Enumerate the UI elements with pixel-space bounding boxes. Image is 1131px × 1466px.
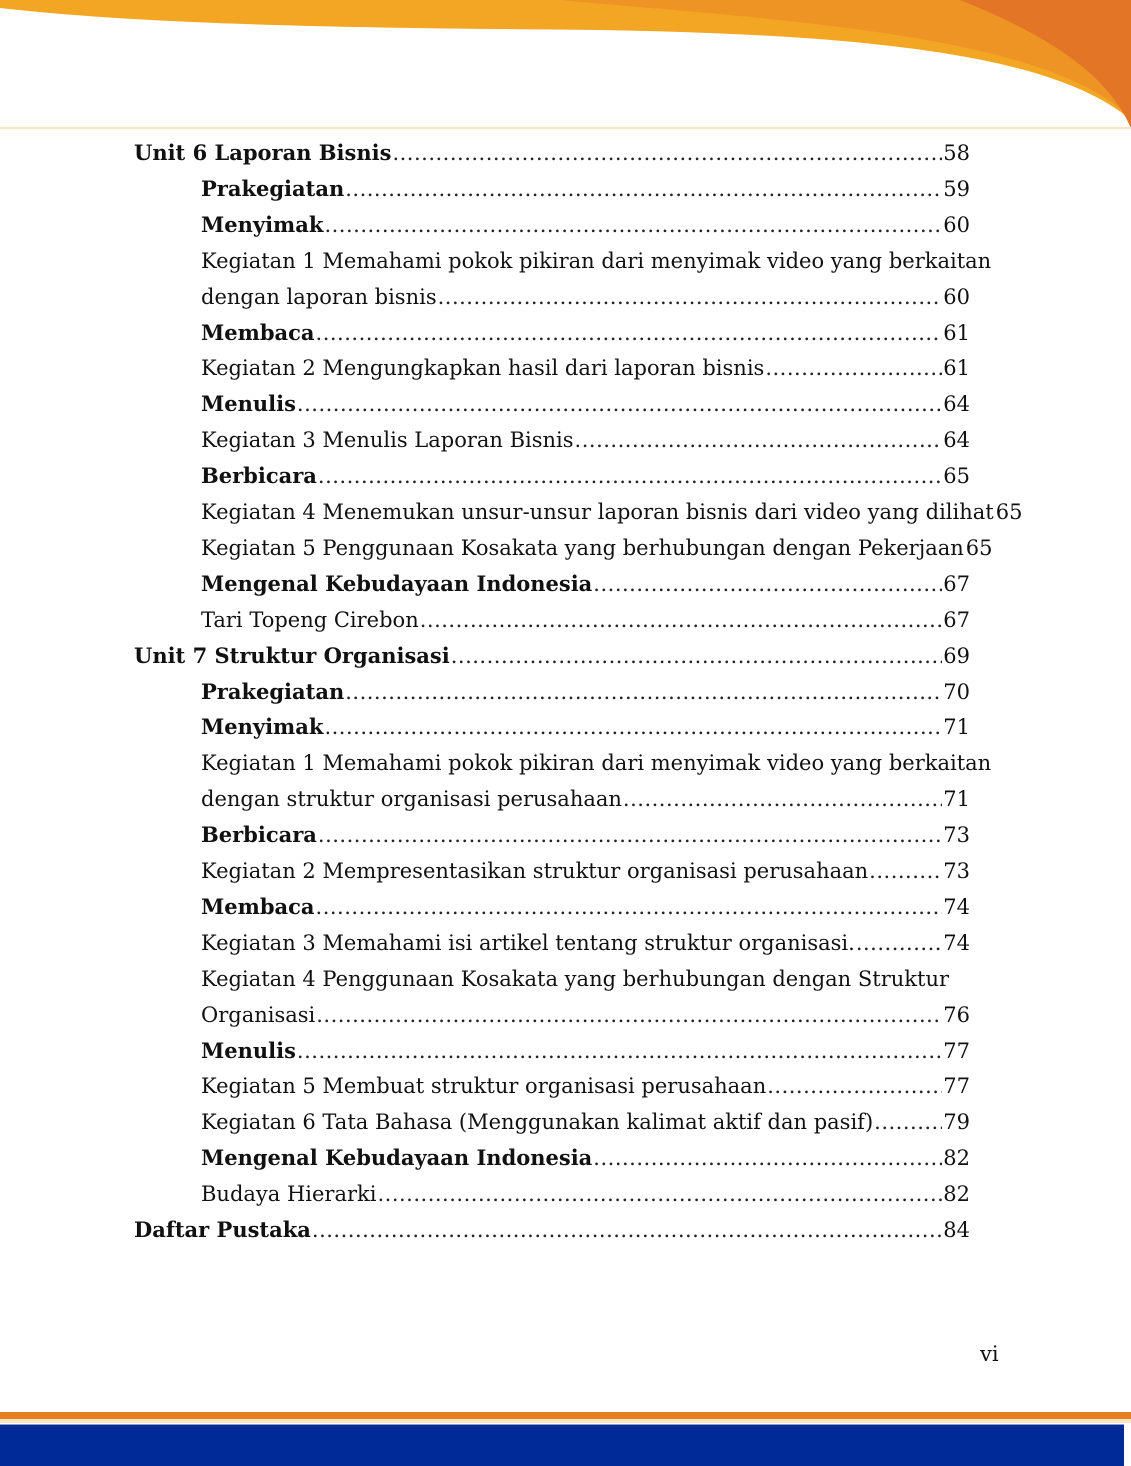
toc-leader-dots [593, 571, 942, 597]
toc-entry-page: 77 [943, 1074, 970, 1099]
toc-entry-label: Unit 7 Struktur Organisasi [134, 642, 450, 668]
toc-entry[interactable] [201, 1099, 970, 1135]
toc-entry[interactable] [201, 274, 970, 310]
toc-entry[interactable] [201, 238, 992, 274]
toc-entry[interactable] [201, 812, 970, 848]
toc-leader-dots [297, 391, 942, 417]
toc-entry-label: Menulis [201, 391, 296, 417]
footer-blue-bar [0, 1424, 1124, 1466]
footer-orange-bar [0, 1412, 1131, 1419]
toc-leader-dots [438, 284, 943, 310]
toc-entry[interactable] [201, 1063, 970, 1099]
header-wave-decoration [0, 0, 1131, 140]
toc-entry[interactable] [201, 1135, 970, 1171]
toc-entry[interactable] [201, 1171, 970, 1207]
toc-entry-label: Kegiatan 3 Memahami isi artikel tentang struktur organisasi. [201, 930, 855, 955]
toc-entry-page: 71 [943, 715, 970, 740]
toc-entry-page: 79 [943, 1110, 970, 1135]
toc-entry-label: Mengenal Kebudayaan Indonesia [201, 570, 593, 596]
toc-leader-dots [767, 1073, 942, 1099]
toc-entry[interactable] [201, 1028, 970, 1064]
toc-entry[interactable] [201, 525, 993, 561]
toc-leader-dots [377, 1181, 942, 1207]
toc-entry-label: Kegiatan 2 Mengungkapkan hasil dari laporan bisnis [201, 356, 765, 381]
header-divider [0, 127, 1131, 129]
toc-entry-page: 69 [943, 643, 970, 668]
toc-entry-label: Berbicara [201, 822, 317, 848]
toc-leader-dots [318, 822, 942, 848]
toc-entry-page: 73 [943, 823, 970, 848]
toc-entry-label: Kegiatan 4 Menemukan unsur-unsur laporan bisnis dari video yang dilihat [201, 500, 994, 524]
toc-entry[interactable] [201, 704, 970, 740]
toc-entry-label: Berbicara [201, 463, 317, 489]
toc-entry-label: Membaca [201, 319, 315, 345]
toc-leader-dots [316, 320, 943, 346]
toc-entry[interactable] [201, 345, 970, 381]
toc-entry-page: 61 [943, 320, 970, 345]
toc-entry-label: Budaya Hierarki [201, 1182, 377, 1207]
toc-entry[interactable] [201, 489, 1023, 525]
toc-leader-dots [869, 858, 942, 884]
toc-leader-dots [324, 714, 942, 740]
toc-leader-dots [392, 140, 942, 166]
footer-light-bar [0, 1419, 1131, 1423]
toc-leader-dots [451, 643, 943, 669]
toc-entry[interactable] [201, 310, 970, 346]
toc-entry-label: Menyimak [201, 714, 324, 740]
toc-entry-label: Kegiatan 5 Membuat struktur organisasi perusahaan [201, 1074, 767, 1099]
toc-entry[interactable] [201, 453, 970, 489]
toc-entry-page: 64 [943, 392, 970, 417]
toc-entry[interactable] [201, 992, 970, 1028]
toc-entry-page: 77 [943, 1038, 970, 1063]
toc-leader-dots [345, 679, 942, 705]
toc-entry-page: 70 [943, 679, 970, 704]
toc-entry[interactable] [201, 561, 970, 597]
toc-entry-label: Unit 6 Laporan Bisnis [134, 140, 392, 165]
toc-entry[interactable] [134, 130, 970, 166]
page-number: vi [980, 1342, 999, 1366]
toc-entry-label: dengan laporan bisnis [201, 284, 437, 309]
toc-entry-label: Kegiatan 6 Tata Bahasa (Menggunakan kalimat aktif dan pasif) [201, 1110, 874, 1135]
toc-entry-page: 84 [943, 1218, 970, 1242]
toc-leader-dots [420, 607, 943, 633]
toc-entry-page: 74 [943, 894, 970, 919]
toc-leader-dots [345, 176, 942, 202]
toc-leader-dots [316, 894, 943, 920]
toc-leader-dots [874, 1109, 942, 1135]
toc-entry-label: Mengenal Kebudayaan Indonesia [201, 1145, 593, 1171]
toc-entry[interactable] [134, 1207, 970, 1243]
toc-entry-page: 60 [943, 284, 970, 309]
toc-leader-dots [623, 786, 942, 812]
toc-entry-label: Kegiatan 1 Memahami pokok pikiran dari menyimak video yang berkaitan [201, 751, 992, 776]
toc-entry[interactable] [201, 884, 970, 920]
toc-entry-label: Kegiatan 5 Penggunaan Kosakata yang berhubungan dengan Pekerjaan [201, 535, 964, 560]
toc-entry-page: 71 [943, 787, 970, 812]
toc-entry-page: 67 [943, 571, 970, 596]
toc-entry-label: Tari Topeng Cirebon [201, 607, 419, 632]
toc-leader-dots [312, 1217, 942, 1243]
toc-entry-label: Daftar Pustaka [134, 1217, 311, 1242]
toc-entry[interactable] [201, 740, 992, 776]
toc-entry-page: 67 [943, 607, 970, 632]
toc-entry-page: 73 [943, 859, 970, 883]
toc-entry-page: 65 [995, 500, 1023, 524]
toc-entry-label: Kegiatan 3 Menulis Laporan Bisnis [201, 428, 574, 453]
toc-entry[interactable] [201, 669, 970, 705]
toc-entry-label: Membaca [201, 893, 315, 919]
toc-entry[interactable] [201, 166, 970, 202]
toc-leader-dots [297, 1038, 942, 1064]
toc-entry-label: Prakegiatan [201, 175, 345, 201]
toc-entry-label: dengan struktur organisasi perusahaan [201, 787, 622, 812]
toc-entry-page: 58 [943, 141, 970, 165]
toc-entry-page: 59 [943, 176, 970, 201]
toc-entry-label: Kegiatan 2 Mempresentasikan struktur organisasi perusahaan [201, 859, 869, 883]
toc-leader-dots [324, 212, 942, 238]
toc-entry-page: 60 [943, 212, 970, 237]
toc-entry[interactable] [201, 956, 970, 992]
toc-leader-dots [593, 1145, 942, 1171]
toc-leader-dots [575, 427, 943, 453]
toc-entry-label: Organisasi [201, 1002, 316, 1027]
toc-leader-dots [765, 355, 942, 381]
toc-entry-label: Kegiatan 1 Memahami pokok pikiran dari menyimak video yang berkaitan [201, 248, 992, 273]
toc-entry[interactable] [134, 633, 970, 669]
toc-entry[interactable] [201, 848, 970, 884]
toc-leader-dots [318, 463, 942, 489]
toc-entry-label: Menyimak [201, 211, 324, 237]
toc-leader-dots [316, 1002, 942, 1028]
toc-leader-dots [856, 930, 942, 956]
toc-entry-page: 74 [943, 930, 970, 955]
toc-entry-page: 82 [943, 1182, 970, 1207]
toc-entry-page: 82 [943, 1146, 970, 1171]
toc-entry-page: 61 [943, 356, 970, 381]
toc-entry-page: 64 [943, 428, 970, 453]
toc-entry[interactable] [201, 417, 970, 453]
toc-entry-page: 65 [943, 464, 970, 489]
toc-entry[interactable] [201, 776, 970, 812]
toc-entry[interactable] [201, 381, 970, 417]
toc-entry-label: Menulis [201, 1037, 296, 1063]
toc-entry-label: Prakegiatan [201, 678, 345, 704]
toc-entry-page: 65 [965, 535, 993, 560]
toc-entry-label: Kegiatan 4 Penggunaan Kosakata yang berhubungan dengan Struktur [201, 966, 950, 991]
toc-entry[interactable] [201, 597, 970, 633]
toc-entry[interactable] [201, 202, 970, 238]
toc-entry[interactable] [201, 920, 970, 956]
toc-entry-page: 76 [943, 1002, 970, 1027]
